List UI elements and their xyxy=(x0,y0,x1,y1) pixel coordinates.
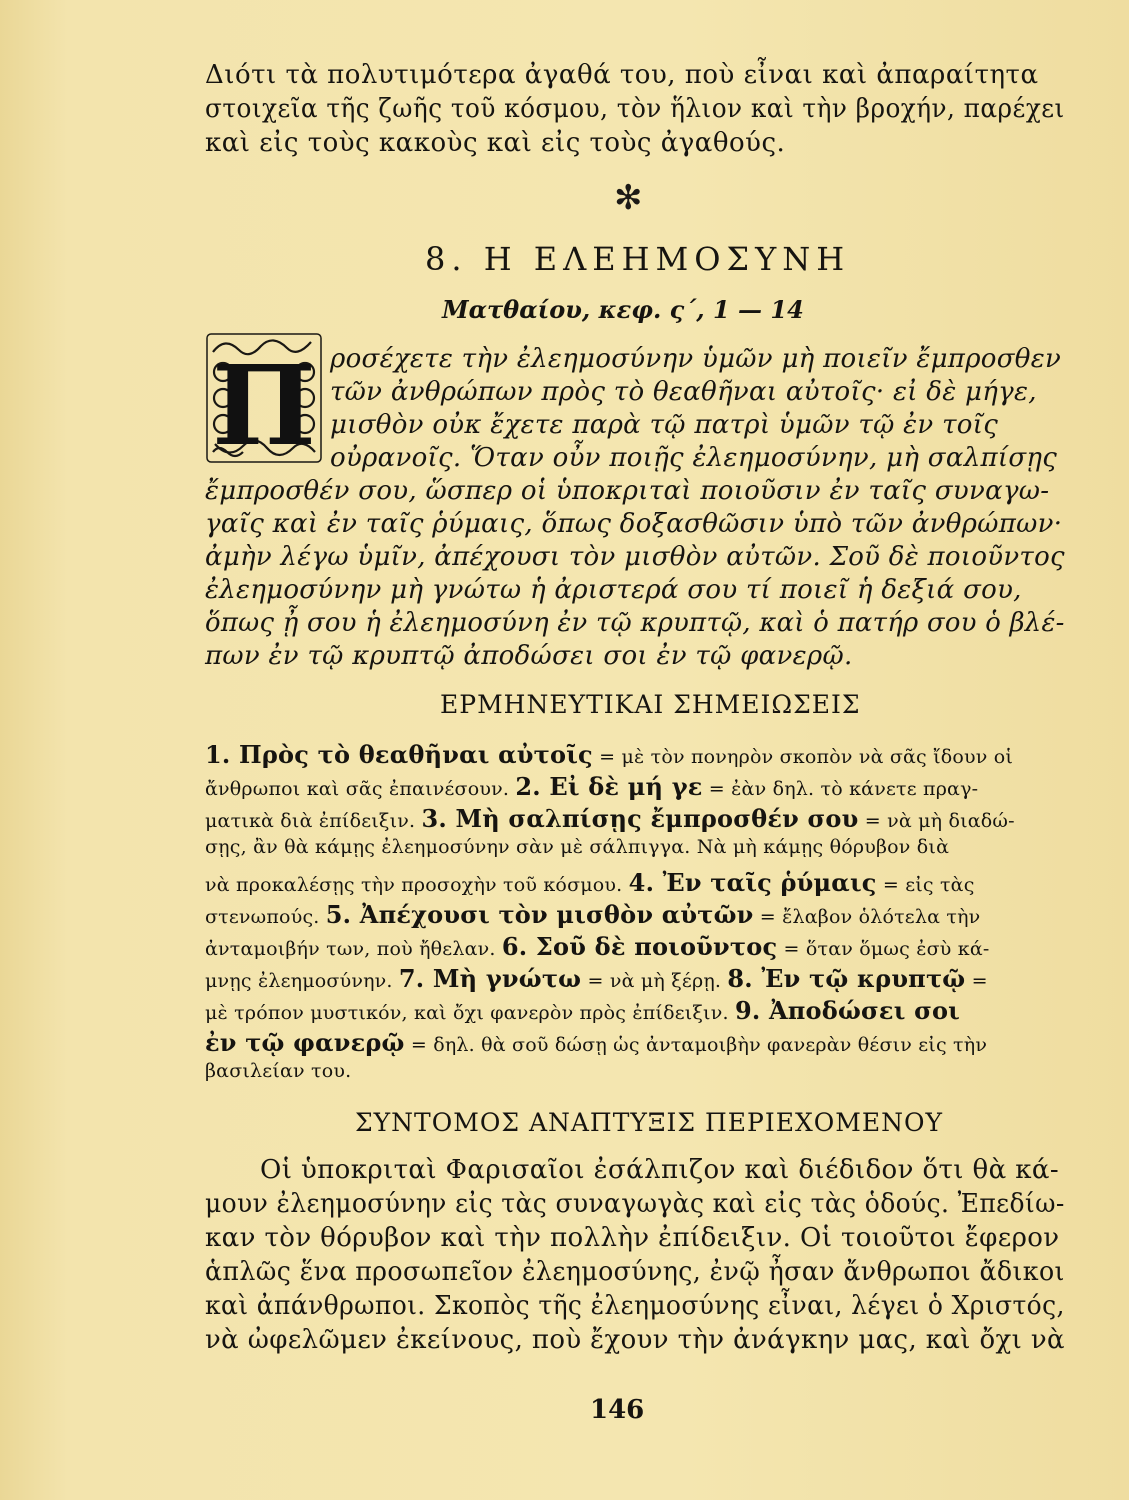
gospel-line: ἔμπροσθέν σου, ὥσπερ οἱ ὑποκριταὶ ποιοῦσιν ἐν ταῖς συναγω- xyxy=(205,476,1050,506)
gospel-line: ἐλεημοσύνην μὴ γνώτω ἡ ἀριστερά σου τί ποιεῖ ἡ δεξιά σου, xyxy=(205,575,1022,605)
note-text: = νὰ μὴ ξέρῃ. xyxy=(581,970,728,992)
notes-line xyxy=(205,836,949,858)
note-text: ἀνταμοιβήν των, ποὺ ἤθελαν. xyxy=(205,938,502,960)
gospel-line: ροσέχετε τὴν ἐλεημοσύνην ὑμῶν μὴ ποιεῖν ἔμπροσθεν xyxy=(330,344,1062,374)
notes-line xyxy=(205,772,978,801)
notes-line xyxy=(205,1028,987,1057)
verse-reference: Ματθαίου, κεφ. ς΄, 1 — 14 xyxy=(442,295,804,324)
intro-line: Διότι τὰ πολυτιμότερα ἀγαθά του, ποὺ εἶναι καὶ ἀπαραίτητα xyxy=(205,60,1039,90)
note-text: σῃς, ἂν θὰ κάμῃς ἐλεημοσύνην σὰν μὲ σάλπιγγα. Νὰ μὴ κάμῃς θόρυβον διὰ xyxy=(205,836,950,858)
note-text: μὲ τρόπον μυστικόν, καὶ ὄχι φανερὸν πρὸς ἐπίδειξιν. xyxy=(205,1002,735,1024)
note-text: = ἔλαβον ὁλότελα τὴν xyxy=(753,906,981,928)
chapter-title: 8. Η ΕΛΕΗΜΟΣΥΝΗ xyxy=(425,240,851,278)
asterism-separator: ✻ xyxy=(614,178,643,218)
note-text: = εἰς τὰς xyxy=(876,874,975,896)
note-text: μνῃς ἐλεημοσύνην. xyxy=(205,970,399,992)
note-text: = νὰ μὴ διαδώ- xyxy=(858,810,1015,832)
gospel-line: πων ἐν τῷ κρυπτῷ ἀποδώσει σοι ἐν τῷ φανερῷ. xyxy=(205,641,853,671)
notes-line xyxy=(205,900,980,929)
gospel-line: ὅπως ᾖ σου ἡ ἐλεημοσύνη ἐν τῷ κρυπτῷ, καὶ ὁ πατήρ σου ὁ βλέ- xyxy=(205,608,1065,638)
note-term: 7. Μὴ γνώτω xyxy=(398,964,582,993)
summary-heading: ΣΥΝΤΟΜΟΣ ΑΝΑΠΤΥΞΙΣ ΠΕΡΙΕΧΟΜΕΝΟΥ xyxy=(355,1108,944,1137)
gospel-line: τῶν ἀνθρώπων πρὸς τὸ θεαθῆναι αὐτοῖς· εἰ δὲ μήγε, xyxy=(330,377,1037,407)
note-term: 3. Μὴ σαλπίσῃς ἔμπροσθέν σου xyxy=(421,804,859,833)
note-text: βασιλείαν του. xyxy=(205,1060,352,1082)
summary-line: ἁπλῶς ἕνα προσωπεῖον ἐλεημοσύνης, ἐνῷ ἦσαν ἄνθρωποι ἄδικοι xyxy=(205,1257,1065,1287)
dropcap-letter: Π xyxy=(212,341,316,464)
note-term: 6. Σοῦ δὲ ποιοῦντος xyxy=(501,932,778,961)
note-text: = δηλ. θὰ σοῦ δώσῃ ὡς ἀνταμοιβὴν φανερὰν θέσιν εἰς τὴν xyxy=(404,1034,988,1056)
gospel-line: οὐρανοῖς. Ὅταν οὖν ποιῇς ἐλεημοσύνην, μὴ σαλπίσῃς xyxy=(330,443,1058,473)
notes-line xyxy=(205,740,1013,769)
note-text: = ἐὰν δηλ. τὸ κάνετε πραγ- xyxy=(702,778,979,800)
note-text: στενωπούς. xyxy=(205,906,326,928)
notes-heading: ΕΡΜΗΝΕΥΤΙΚΑΙ ΣΗΜΕΙΩΣΕΙΣ xyxy=(440,690,861,719)
note-text: = μὲ τὸν πονηρὸν σκοπὸν νὰ σᾶς ἴδουν οἱ xyxy=(592,746,1014,768)
gospel-line: ἀμὴν λέγω ὑμῖν, ἀπέχουσι τὸν μισθὸν αὐτῶν. Σοῦ δὲ ποιοῦντος xyxy=(205,542,1065,572)
note-term: 1. Πρὸς τὸ θεαθῆναι αὐτοῖς xyxy=(205,740,593,769)
gospel-line: γαῖς καὶ ἐν ταῖς ῥύμαις, ὅπως δοξασθῶσιν ὑπὸ τῶν ἀνθρώπων· xyxy=(205,509,1063,539)
summary-line: καὶ ἀπάνθρωποι. Σκοπὸς τῆς ἐλεημοσύνης εἶναι, λέγει ὁ Χριστός, xyxy=(205,1291,1065,1321)
notes-line xyxy=(205,932,989,961)
note-term: 8. Ἐν τῷ κρυπτῷ xyxy=(727,964,966,993)
ornamental-dropcap xyxy=(205,332,323,464)
notes-line xyxy=(205,964,988,993)
note-text: νὰ προκαλέσῃς τὴν προσοχὴν τοῦ κόσμου. xyxy=(205,874,629,896)
note-term: 9. Ἀποδώσει σοι xyxy=(734,996,960,1025)
summary-line: καν τὸν θόρυβον καὶ τὴν πολλὴν ἐπίδειξιν. Οἱ τοιοῦτοι ἔφερον xyxy=(205,1223,1060,1253)
note-text: ματικὰ διὰ ἐπίδειξιν. xyxy=(205,810,422,832)
note-text: = ὅταν ὅμως ἐσὺ κά- xyxy=(777,938,990,960)
notes-line xyxy=(205,804,1015,833)
note-text: = xyxy=(965,970,988,992)
summary-line: Οἱ ὑποκριταὶ Φαρισαῖοι ἐσάλπιζον καὶ διέδιδον ὅτι θὰ κά- xyxy=(260,1155,1060,1185)
summary-line: μουν ἐλεημοσύνην εἰς τὰς συναγωγὰς καὶ εἰς τὰς ὁδούς. Ἐπεδίω- xyxy=(205,1189,1065,1219)
note-term: ἐν τῷ φανερῷ xyxy=(205,1028,405,1057)
notes-line xyxy=(205,868,975,897)
note-term: 4. Ἐν ταῖς ῥύμαις xyxy=(628,868,877,897)
note-text: ἄνθρωποι καὶ σᾶς ἐπαινέσουν. xyxy=(205,778,516,800)
notes-line xyxy=(205,1060,351,1082)
summary-line: νὰ ὠφελῶμεν ἐκείνους, ποὺ ἔχουν τὴν ἀνάγκην μας, καὶ ὄχι νὰ xyxy=(205,1325,1065,1355)
page-number: 146 xyxy=(590,1395,645,1425)
note-term: 2. Εἰ δὲ μή γε xyxy=(515,772,703,801)
intro-line: στοιχεῖα τῆς ζωῆς τοῦ κόσμου, τὸν ἥλιον καὶ τὴν βροχήν, παρέχει xyxy=(205,94,1065,124)
notes-line xyxy=(205,996,960,1025)
note-term: 5. Ἀπέχουσι τὸν μισθὸν αὐτῶν xyxy=(325,900,754,929)
gospel-line: μισθὸν οὐκ ἔχετε παρὰ τῷ πατρὶ ὑμῶν τῷ ἐν τοῖς xyxy=(330,410,999,440)
intro-line: καὶ εἰς τοὺς κακοὺς καὶ εἰς τοὺς ἀγαθούς. xyxy=(205,128,786,158)
